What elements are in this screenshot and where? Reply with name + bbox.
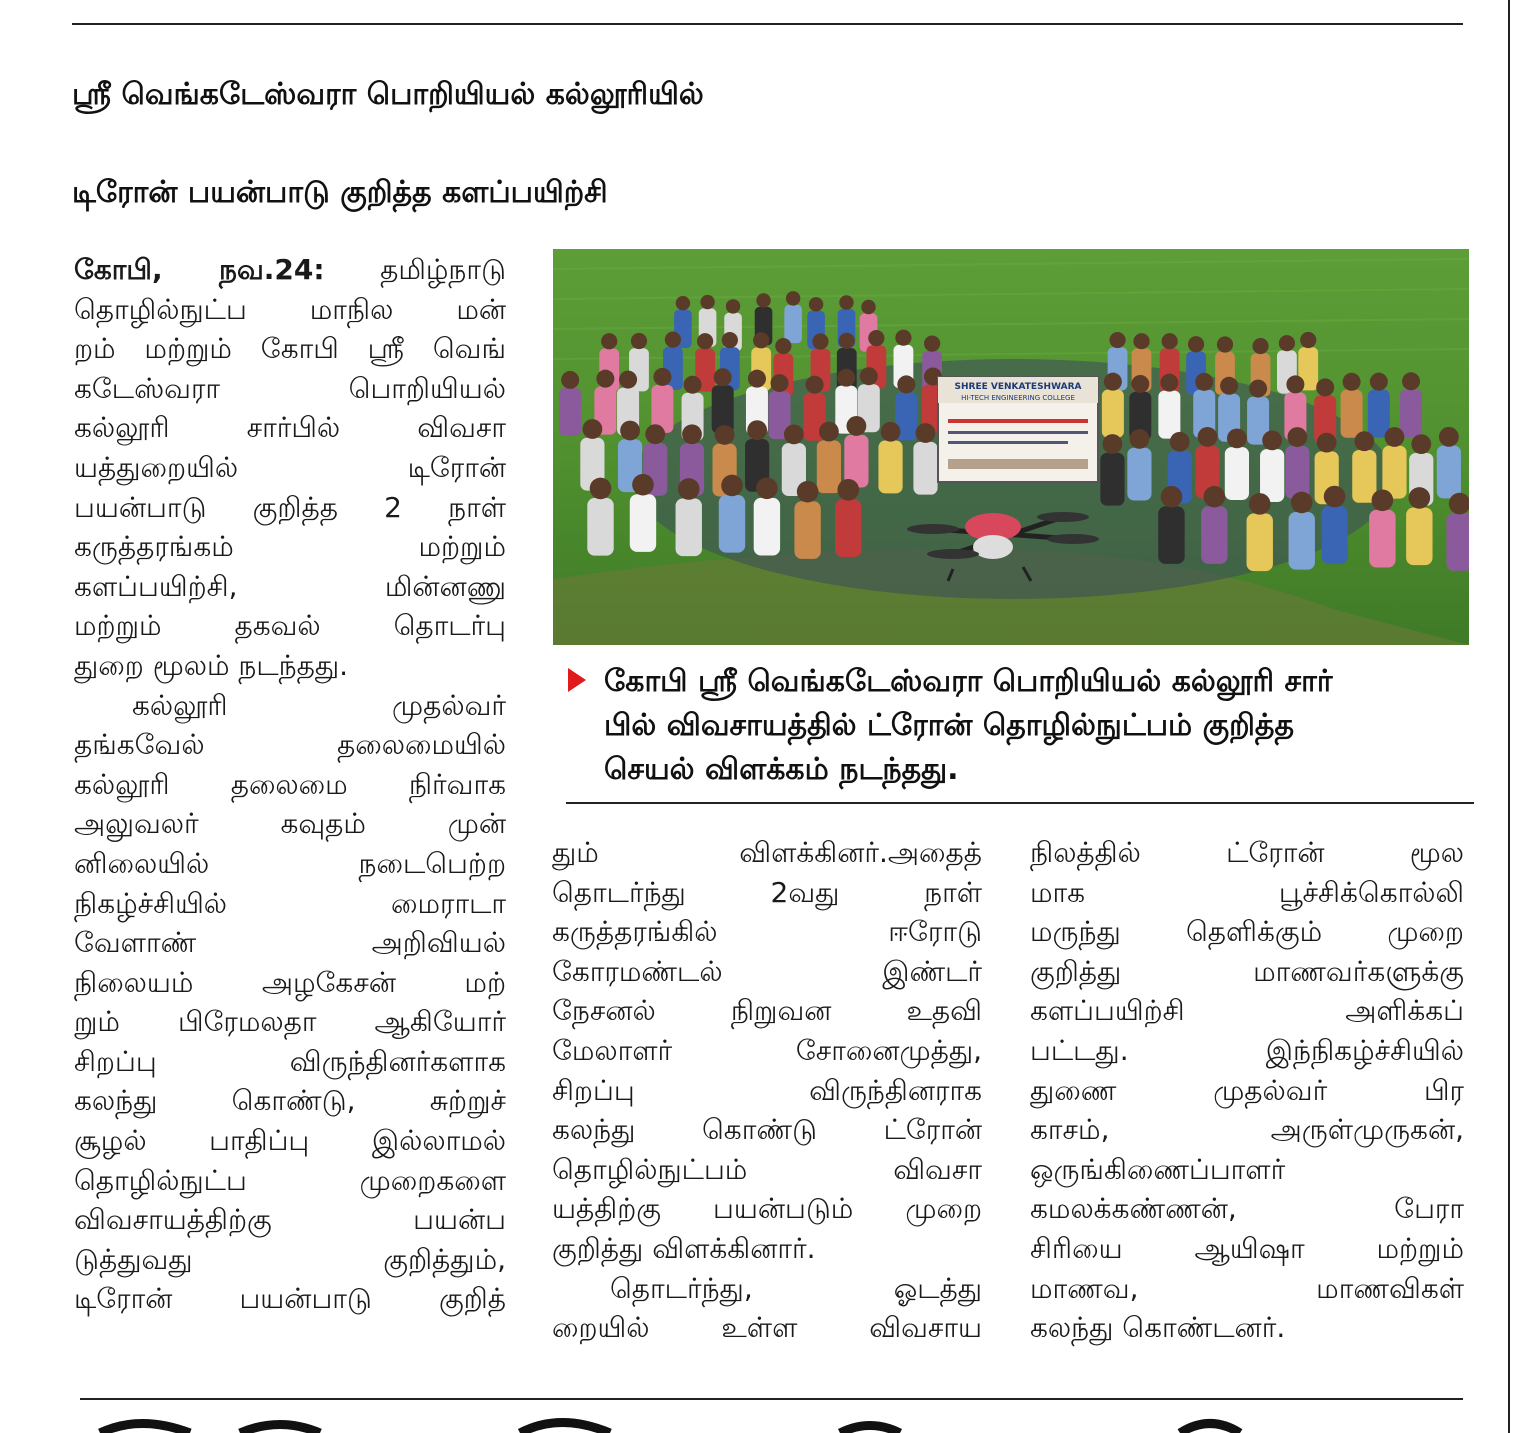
column1-line: துறை மூலம் நடந்தது.: [74, 648, 349, 682]
person-head: [1249, 493, 1271, 515]
person-head: [1160, 374, 1178, 392]
headline-line-2: டிரோன் பயன்பாடு குறித்த களப்பயிற்சி: [72, 175, 608, 210]
person-head: [1286, 375, 1304, 393]
person-head: [682, 424, 702, 444]
column2-line: றையில் உள்ள விவசாய: [552, 1311, 982, 1345]
column1-line: றும் பிரேமலதா ஆகியோர்: [74, 1005, 506, 1039]
person-head: [722, 332, 738, 348]
person-head: [1217, 336, 1233, 352]
person-head: [1409, 487, 1431, 509]
person-head: [809, 297, 823, 311]
column2-line: கருத்தரங்கில் ஈரோடு: [552, 915, 982, 949]
column2-line: கலந்து கொண்டு ட்ரோன்: [552, 1113, 982, 1147]
person-head: [1439, 427, 1459, 447]
person-head: [748, 370, 766, 388]
column1-line: கல்லூரி முதல்வர்: [132, 688, 506, 722]
person-head: [756, 293, 770, 307]
dateline: கோபி, நவ.24:: [74, 253, 325, 286]
person-figure: [1158, 506, 1184, 564]
person-head: [924, 336, 940, 352]
person-head: [561, 371, 579, 389]
person-figure: [676, 499, 702, 557]
person-figure: [1247, 513, 1273, 571]
column3-line: மருந்து தெளிக்கும் முறை: [1030, 915, 1464, 949]
person-head: [726, 299, 740, 313]
person-head: [700, 295, 714, 309]
person-figure: [1406, 508, 1432, 566]
column1-line: டிரோன் பயன்பாடு குறித்: [74, 1282, 506, 1316]
person-head: [784, 424, 804, 444]
person-head: [1249, 380, 1267, 398]
person-head: [1133, 333, 1149, 349]
person-figure: [913, 442, 937, 495]
person-head: [753, 332, 769, 348]
person-head: [1103, 434, 1123, 454]
person-head: [620, 421, 640, 441]
person-head: [897, 375, 915, 393]
column1-line: னிலையில் நடைபெற்ற: [74, 846, 506, 880]
person-head: [812, 333, 828, 349]
person-head: [847, 416, 867, 436]
caption-line: செயல் விளக்கம் நடந்தது.: [604, 752, 959, 787]
person-head: [1204, 486, 1226, 508]
person-figure: [784, 305, 802, 343]
column1-line: விவசாயத்திற்கு பயன்ப: [74, 1203, 506, 1237]
column3-line: களப்பயிற்சி அளிக்கப்: [1030, 994, 1464, 1028]
person-figure: [794, 501, 820, 559]
person-head: [645, 424, 665, 444]
college-banner: [938, 377, 1098, 482]
person-figure: [835, 499, 861, 557]
drone-group-photo-image: [553, 249, 1469, 645]
column2-line: தும் விளக்கினர்.அதைத்: [552, 836, 982, 869]
person-figure: [878, 441, 902, 494]
person-head: [1385, 427, 1405, 447]
news-photo: [553, 249, 1469, 645]
article-column-3: [1030, 833, 1464, 1348]
person-figure: [1400, 389, 1422, 437]
person-head: [1300, 332, 1316, 348]
column1-line: களப்பயிற்சி, மின்னணு: [74, 569, 506, 603]
person-figure: [817, 440, 841, 493]
person-head: [819, 422, 839, 442]
person-head: [839, 295, 853, 309]
person-figure: [1225, 447, 1249, 500]
person-head: [1287, 427, 1307, 447]
caption-line: பில் விவசாயத்தில் ட்ரோன் தொழில்நுட்பம் குறித்த: [604, 708, 1294, 743]
column1-line: மற்றும் தகவல் தொடர்பு: [74, 609, 506, 643]
column1-line: டுத்துவது குறித்தும்,: [74, 1242, 506, 1276]
column1-line: யத்துறையில் டிரோன்: [74, 450, 506, 484]
person-figure: [1352, 450, 1376, 503]
person-head: [1130, 429, 1150, 449]
person-head: [1316, 378, 1334, 396]
column1-line: நிலையம் அழகேசன் மற்: [74, 965, 506, 999]
person-head: [839, 333, 855, 349]
person-head: [1227, 428, 1247, 448]
person-head: [1198, 427, 1218, 447]
headline: [72, 46, 1472, 242]
column1-line: நிகழ்ச்சியில் மைராடா: [74, 886, 506, 920]
person-head: [771, 374, 789, 392]
person-head: [582, 419, 602, 439]
column2-line: தொழில்நுட்பம் விவசா: [552, 1152, 982, 1186]
person-head: [590, 478, 612, 500]
person-figure: [1285, 446, 1309, 499]
person-head: [1220, 377, 1238, 395]
photo-caption: [568, 660, 1480, 792]
person-head: [1161, 486, 1183, 508]
column3-line: கலந்து கொண்டனர்.: [1030, 1311, 1286, 1345]
person-head: [665, 332, 681, 348]
person-head: [653, 368, 671, 386]
person-figure: [1158, 391, 1180, 439]
person-head: [697, 333, 713, 349]
bottom-rule: [80, 1398, 1463, 1400]
person-head: [775, 338, 791, 354]
person-head: [1411, 434, 1431, 454]
person-figure: [1341, 390, 1363, 438]
person-figure: [719, 495, 745, 553]
person-figure: [1201, 506, 1227, 564]
person-head: [1317, 433, 1337, 453]
column1-line: சிறப்பு விருந்தினர்களாக: [74, 1044, 506, 1078]
person-figure: [1289, 512, 1315, 570]
column1-line: பயன்பாடு குறித்த 2 நாள்: [74, 490, 506, 524]
column1-line: றம் மற்றும் கோபி ஸ்ரீ வெங்: [74, 332, 506, 366]
column1-line: கடேஸ்வரா பொறியியல்: [74, 371, 506, 405]
column2-line: தொடர்ந்து, ஓடத்து: [610, 1271, 982, 1305]
person-figure: [1368, 390, 1390, 438]
article-column-2: [552, 833, 982, 1348]
column1-line: தொழில்நுட்ப முறைகளை: [74, 1163, 506, 1197]
column1-line: கல்லூரி தலைமை நிர்வாக: [74, 767, 506, 801]
person-figure: [1321, 506, 1347, 564]
person-head: [797, 481, 819, 503]
person-head: [1131, 375, 1149, 393]
person-head: [861, 300, 875, 314]
person-head: [721, 475, 743, 497]
person-figure: [1446, 513, 1469, 571]
person-figure: [1100, 453, 1124, 506]
person-head: [619, 371, 637, 389]
person-head: [1291, 492, 1313, 514]
person-head: [1370, 373, 1388, 391]
column2-line: நேசனல் நிறுவன உதவி: [552, 994, 982, 1028]
person-head: [756, 478, 778, 500]
person-figure: [630, 494, 656, 552]
person-head: [1252, 338, 1268, 354]
column1-line: கல்லூரி சார்பில் விவசா: [74, 411, 506, 445]
person-figure: [1437, 446, 1461, 499]
headline-line-1: ஸ்ரீ வெங்கடேஸ்வரா பொறியியல் கல்லூரியில்: [72, 77, 704, 112]
person-figure: [1127, 448, 1151, 501]
person-head: [684, 376, 702, 394]
person-head: [806, 376, 824, 394]
person-figure: [1102, 390, 1124, 438]
person-head: [676, 296, 690, 310]
caption-rule: [566, 802, 1474, 804]
dateline-text: தமிழ்நாடு: [380, 253, 506, 286]
column2-line: தொடர்ந்து 2வது நாள்: [552, 875, 982, 909]
person-figure: [1369, 510, 1395, 568]
column2-line: கோரமண்டல் இண்டர்: [552, 954, 982, 988]
person-head: [1343, 373, 1361, 391]
person-head: [837, 369, 855, 387]
person-head: [678, 478, 700, 500]
column1-line: கருத்தரங்கம் மற்றும்: [74, 530, 506, 564]
person-figure: [559, 388, 581, 436]
column1-line: சூழல் பாதிப்பு இல்லாமல்: [74, 1124, 506, 1158]
banner-title: SHREE VENKATESHWARA: [954, 382, 1082, 392]
person-head: [837, 479, 859, 501]
column1-line: கலந்து கொண்டு, சுற்றுச்: [74, 1084, 506, 1118]
person-head: [1324, 486, 1346, 508]
person-head: [1354, 431, 1374, 451]
person-head: [1402, 372, 1420, 390]
banner-subtitle: HI-TECH ENGINEERING COLLEGE: [961, 394, 1075, 402]
next-article-cutoff: [80, 1408, 1460, 1433]
person-head: [1162, 333, 1178, 349]
column3-line: குறித்து மாணவர்களுக்கு: [1030, 954, 1464, 988]
column3-line: துணை முதல்வர் பிர: [1030, 1073, 1464, 1107]
person-figure: [587, 498, 613, 556]
column2-line: குறித்து விளக்கினார்.: [552, 1231, 816, 1265]
person-head: [632, 474, 654, 496]
person-figure: [754, 498, 780, 556]
person-head: [786, 291, 800, 305]
column2-line: சிறப்பு விருந்தினராக: [552, 1073, 982, 1107]
person-head: [881, 422, 901, 442]
person-head: [596, 370, 614, 388]
top-rule: [72, 23, 1463, 25]
person-head: [916, 423, 936, 443]
column3-line: ஒருங்கிணைப்பாளர்: [1030, 1152, 1286, 1186]
column2-line: யத்திற்கு பயன்படும் முறை: [552, 1192, 982, 1226]
right-edge-rule: [1508, 0, 1510, 1433]
person-head: [747, 420, 767, 440]
column3-line: சிரியை ஆயிஷா மற்றும்: [1030, 1231, 1464, 1265]
person-head: [1104, 373, 1122, 391]
column3-line: மாணவ, மாணவிகள்: [1030, 1271, 1464, 1305]
column1-line: வேளாண் அறிவியல்: [74, 926, 506, 960]
person-head: [1109, 332, 1125, 348]
person-head: [1262, 430, 1282, 450]
person-head: [1372, 489, 1394, 511]
column3-line: காசம், அருள்முருகன்,: [1030, 1113, 1464, 1147]
person-head: [601, 333, 617, 349]
column3-line: கமலக்கண்ணன், பேரா: [1030, 1192, 1464, 1226]
column3-line: மாக பூச்சிக்கொல்லி: [1030, 875, 1464, 909]
person-head: [895, 330, 911, 346]
person-head: [631, 333, 647, 349]
person-head: [868, 330, 884, 346]
person-head: [1188, 336, 1204, 352]
article-column-1: [74, 250, 506, 1319]
person-head: [1279, 335, 1295, 351]
column1-line: தங்கவேல் தலைமையில்: [74, 728, 506, 762]
column3-line: பட்டது. இந்நிகழ்ச்சியில்: [1030, 1033, 1464, 1067]
column1-line: தொழில்நுட்ப மாநில மன்: [74, 292, 506, 326]
person-head: [1195, 373, 1213, 391]
caption-marker-icon: [568, 668, 586, 692]
column3-line: நிலத்தில் ட்ரோன் மூல: [1030, 836, 1464, 869]
person-head: [715, 425, 735, 445]
caption-line: கோபி ஸ்ரீ வெங்கடேஸ்வரா பொறியியல் கல்லூரி சார்: [604, 664, 1333, 699]
column1-line: [74, 250, 506, 290]
person-head: [860, 367, 878, 385]
person-head: [714, 368, 732, 386]
person-head: [1170, 432, 1190, 452]
column1-line: அலுவலர் கவுதம் முன்: [74, 807, 506, 841]
column2-line: மேலாளர் சோனைமுத்து,: [552, 1033, 982, 1067]
